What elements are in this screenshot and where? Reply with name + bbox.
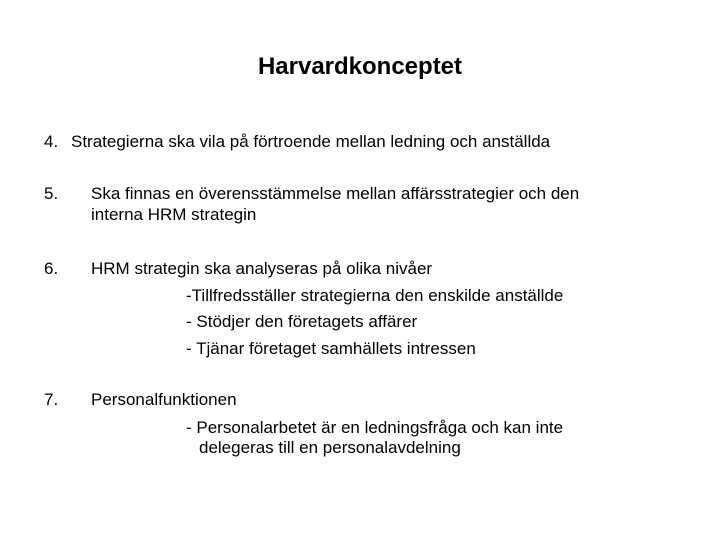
item-7-text: Personalfunktionen: [91, 390, 237, 409]
slide-title: Harvardkonceptet: [257, 53, 463, 80]
item-6-number: 6.: [44, 259, 59, 278]
item-7-number: 7.: [44, 390, 59, 409]
item-5-number: 5.: [44, 184, 59, 203]
item-4-text: Strategierna ska vila på förtroende mellan ledning och anställda: [71, 132, 551, 151]
item-6-text: HRM strategin ska analyseras på olika nivåer: [91, 259, 433, 278]
item-7-sub-1: - Personalarbetet är en ledningsfråga och kan inte: [186, 418, 564, 437]
item-5-line-1: Ska finnas en överensstämmelse mellan affärsstrategier och den: [91, 184, 580, 203]
item-7-sub-2: delegeras till en personalavdelning: [199, 438, 461, 457]
item-6-sub-2: - Stödjer den företagets affärer: [186, 312, 418, 331]
item-5-line-2: interna HRM strategin: [91, 205, 257, 224]
item-6-sub-3: - Tjänar företaget samhällets intressen: [186, 339, 476, 358]
item-4-number: 4.: [44, 132, 59, 151]
item-6-sub-1: -Tillfredsställer strategierna den enskilde anställde: [186, 286, 564, 305]
